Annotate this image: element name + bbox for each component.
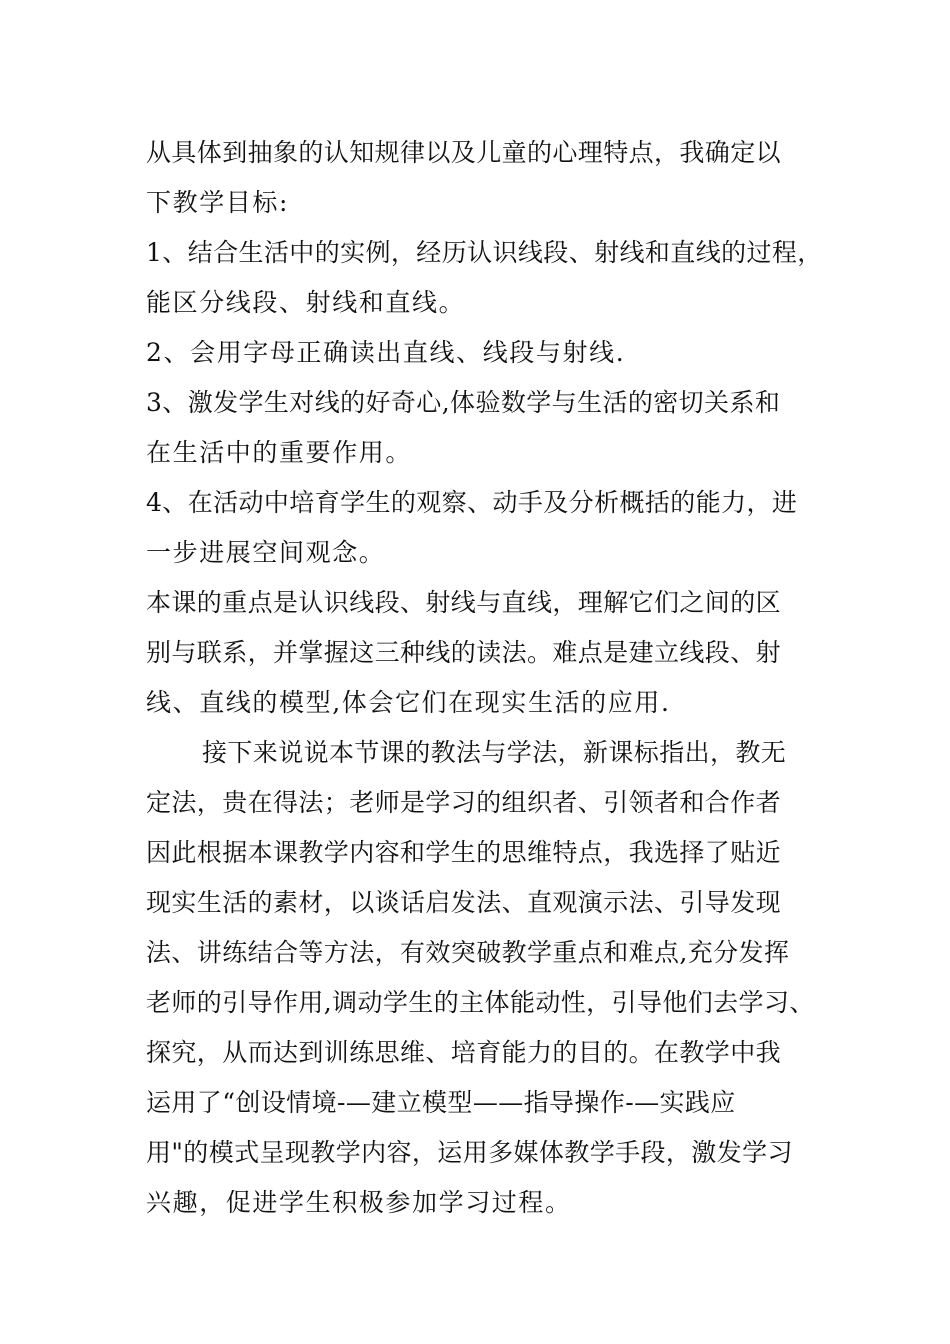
- text-line: 别与联系，并掌握这三种线的读法。难点是建立线段、射: [146, 638, 782, 667]
- text-line: 1、结合生活中的实例，经历认识线段、射线和直线的过程，: [146, 238, 823, 267]
- text-line: 运用了“创设情境-—建立模型——指导操作-—实践应: [146, 1088, 736, 1117]
- text-line: 下教学目标:: [146, 188, 290, 217]
- text-line: 兴趣，促进学生积极参加学习过程。: [146, 1188, 572, 1217]
- text-line: 从具体到抽象的认知规律以及儿童的心理特点，我确定以: [146, 138, 782, 167]
- text-line: 老师的引导作用,调动学生的主体能动性，引导他们去学习、: [146, 988, 815, 1017]
- text-line: 2、会用字母正确读出直线、线段与射线.: [146, 338, 626, 367]
- text-line: 4、在活动中培育学生的观察、动手及分析概括的能力，进: [146, 488, 798, 517]
- document-body: [146, 128, 826, 1228]
- text-line: 用"的模式呈现教学内容，运用多媒体教学手段，激发学习: [146, 1138, 793, 1167]
- text-line: 法、讲练结合等方法，有效突破教学重点和难点,充分发挥: [146, 938, 790, 967]
- text-line: 现实生活的素材，以谈话启发法、直观演示法、引导发现: [146, 888, 782, 917]
- text-line: 3、激发学生对线的好奇心,体验数学与生活的密切关系和: [146, 388, 781, 417]
- paragraph-first-line: 接下来说说本节课的教法与学法，新课标指出，教无: [202, 738, 787, 767]
- text-line: 因此根据本课教学内容和学生的思维特点，我选择了贴近: [146, 838, 782, 867]
- text-line: 线、直线的模型,体会它们在现实生活的应用.: [146, 688, 671, 717]
- text-line: 在生活中的重要作用。: [146, 438, 413, 467]
- text-line: 探究，从而达到训练思维、培育能力的目的。在教学中我: [146, 1038, 782, 1067]
- text-line: 本课的重点是认识线段、射线与直线，理解它们之间的区: [146, 588, 782, 617]
- text-line: 一步进展空间观念。: [146, 538, 386, 567]
- text-line: 定法，贵在得法；老师是学习的组织者、引领者和合作者: [146, 788, 782, 817]
- text-line: 能区分线段、射线和直线。: [146, 288, 466, 317]
